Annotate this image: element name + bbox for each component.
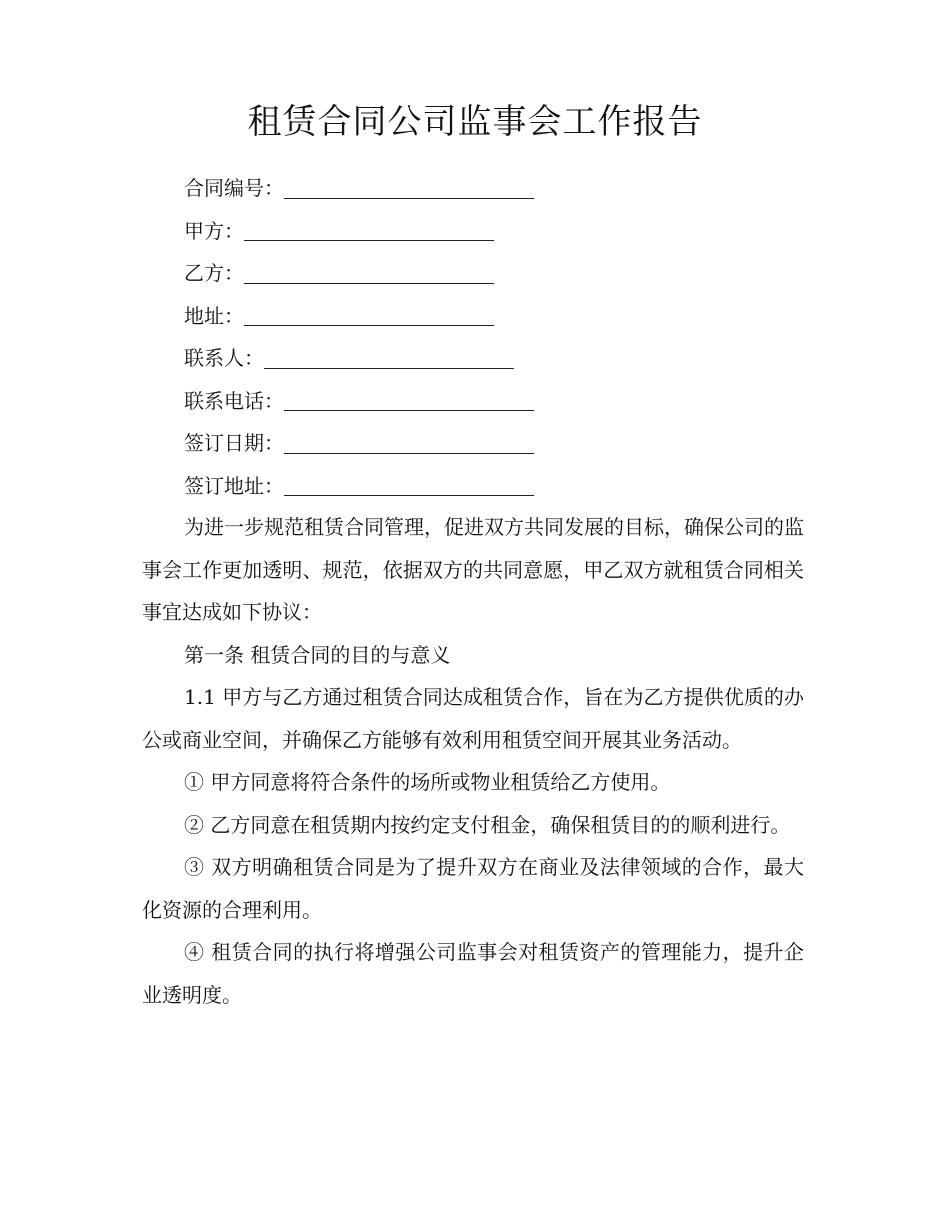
blank-line — [264, 368, 514, 369]
field-address — [184, 295, 804, 338]
field-signing-date — [184, 422, 804, 465]
document-body — [142, 506, 804, 1016]
field-signing-place — [184, 465, 804, 508]
field-label: 合同编号： — [184, 176, 284, 200]
blank-line — [244, 283, 494, 284]
field-contact-person — [184, 337, 804, 380]
field-label: 乙方： — [184, 261, 244, 285]
field-label: 签订日期： — [184, 431, 284, 455]
blank-line — [244, 240, 494, 241]
field-contact-phone — [184, 380, 804, 423]
field-label: 联系人： — [184, 346, 264, 370]
clause-paragraph: 1.1 甲方与乙方通过租赁合同达成租赁合作，旨在为乙方提供优质的办公或商业空间，并确保乙方能够有效利用租赁空间开展其业务活动。 — [142, 685, 804, 752]
field-label: 联系电话： — [184, 388, 284, 413]
blank-line — [284, 198, 534, 199]
field-party-b — [184, 252, 804, 295]
field-label: 签订地址： — [184, 473, 284, 498]
blank-line — [284, 495, 534, 496]
field-contract-number — [184, 167, 804, 210]
field-party-a — [184, 210, 804, 253]
field-label: 甲方： — [184, 218, 244, 243]
field-label: 地址： — [184, 303, 244, 328]
contract-fields — [184, 167, 804, 507]
blank-line — [284, 453, 534, 454]
blank-line — [244, 325, 494, 326]
article-heading: 第一条 租赁合同的目的与意义 — [184, 642, 451, 667]
document-title: 租赁合同公司监事会工作报告 — [247, 102, 703, 142]
list-item: ① 甲方同意将符合条件的场所或物业租赁给乙方使用。 — [184, 770, 671, 794]
list-item: ③ 双方明确租赁合同是为了提升双方在商业及法律领域的合作，最大化资源的合理利用。 — [142, 855, 804, 922]
intro-paragraph: 为进一步规范租赁合同管理，促进双方共同发展的目标，确保公司的监事会工作更加透明、规范，依据双方的共同意愿，甲乙双方就租赁合同相关事宜达成如下协议： — [142, 515, 804, 624]
list-item: ② 乙方同意在租赁期内按约定支付租金，确保租赁目的的顺利进行。 — [184, 812, 791, 837]
blank-line — [284, 410, 534, 411]
list-item: ④ 租赁合同的执行将增强公司监事会对租赁资产的管理能力，提升企业透明度。 — [142, 940, 804, 1007]
